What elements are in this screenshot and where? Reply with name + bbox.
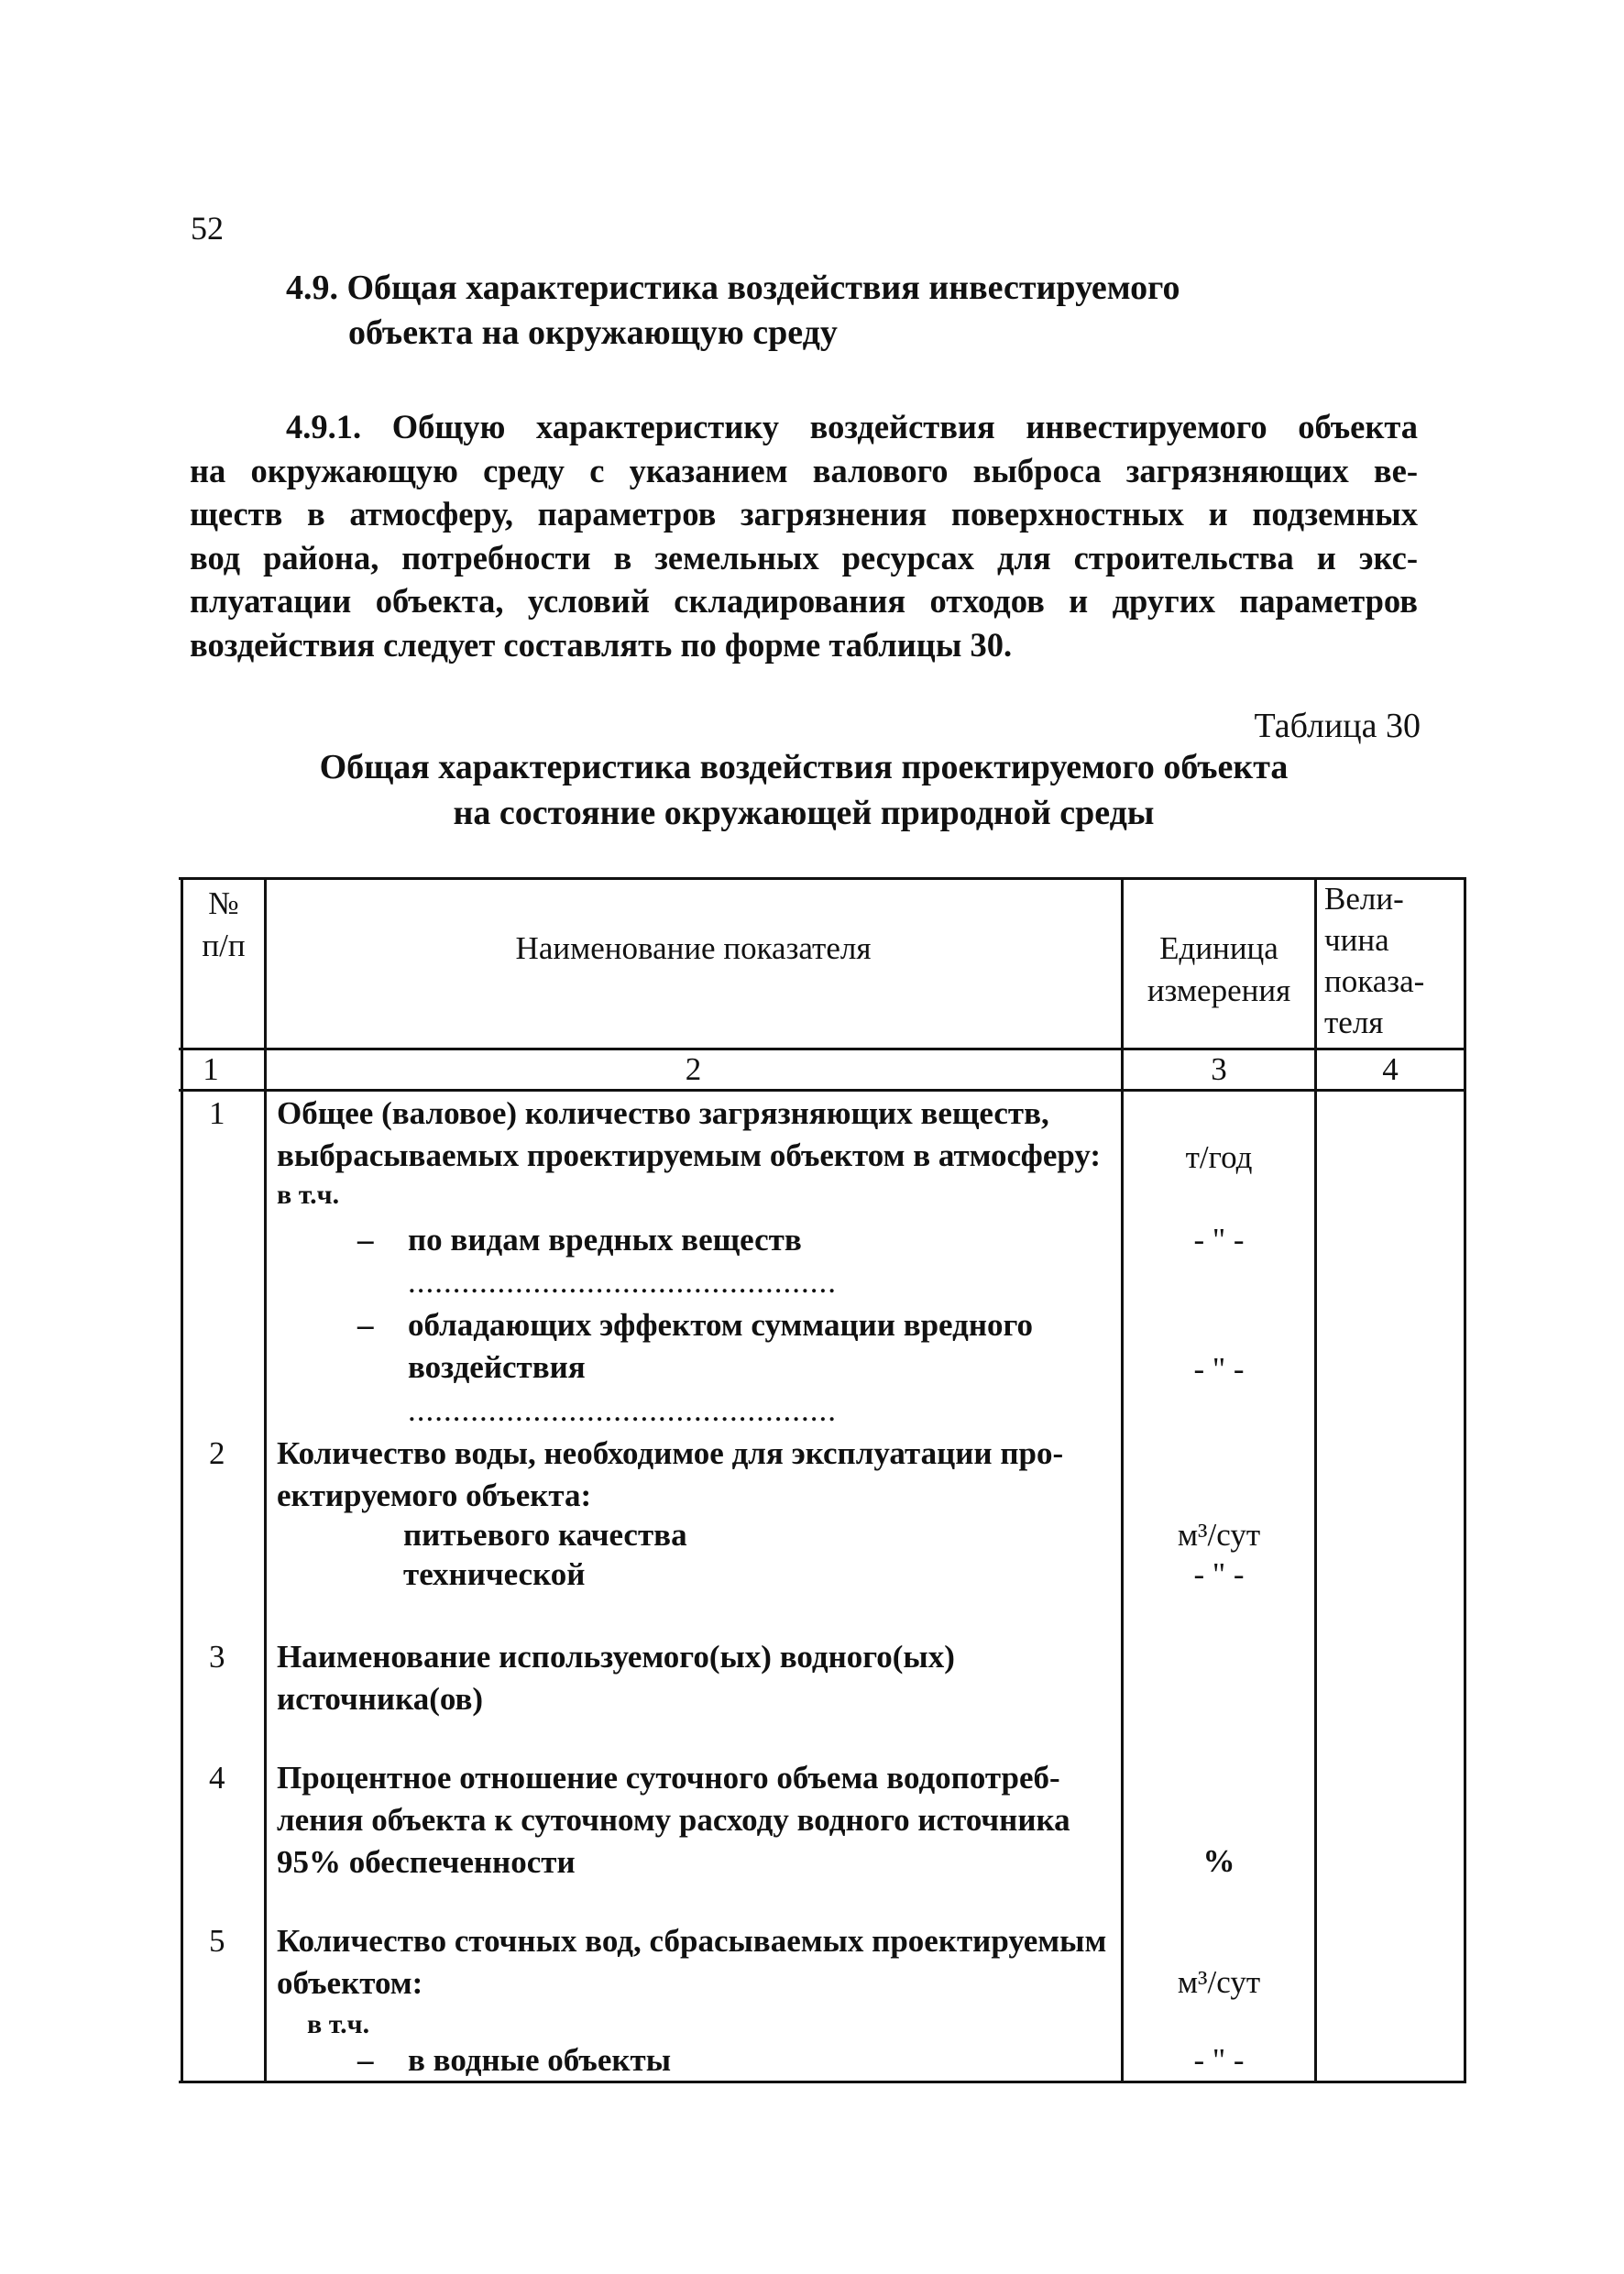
row-1-sub2-unit: - " - (1193, 1351, 1245, 1387)
column-number: 3 (1211, 1051, 1227, 1087)
paragraph-line: 4.9.1. Общую характеристику воздействия инвестируемого объекта (286, 408, 1418, 445)
row-1-line: в т.ч. (277, 1180, 340, 1210)
row-1-sub2-line: воздействия (408, 1349, 586, 1385)
row-1-line: Общее (валовое) количество загрязняющих веществ, (277, 1095, 1049, 1131)
row-3-line: Наименование используемого(ых) водного(ых) (277, 1639, 955, 1675)
table-title (190, 744, 1418, 836)
row-2-item1-unit: м³/сут (1177, 1517, 1261, 1553)
header-value-line: чина (1324, 922, 1389, 958)
section-title-line1: 4.9. Общая характеристика воздействия инвестируемого (286, 269, 1180, 307)
row-2-text (277, 1433, 1115, 1517)
row-1-sub1-dash: – (357, 1222, 374, 1258)
row-1-sub1: по видам вредных веществ (408, 1222, 802, 1258)
table-title-line1: Общая характеристика воздействия проектируемого объекта (319, 748, 1289, 786)
header-number-line1: № (208, 885, 239, 921)
row-2-item1: питьевого качества (403, 1517, 687, 1553)
column-number: 1 (203, 1051, 219, 1087)
row-5-sub-unit: - " - (1193, 2042, 1245, 2078)
row-5-sub-dash: – (357, 2042, 374, 2078)
row-5-unit: м³/сут (1177, 1964, 1261, 2000)
row-1-dots: ................................................ (408, 1392, 837, 1428)
row-5-sub: в водные объекты (408, 2042, 672, 2078)
row-4-line: ления объекта к суточному расходу водного источника (277, 1802, 1070, 1838)
row-1-dots: ................................................ (408, 1264, 837, 1300)
paragraph-line: на окружающую среду с указанием валового выброса загрязняющих ве- (190, 451, 1418, 489)
row-5-line3: в т.ч. (307, 2009, 370, 2039)
header-unit-line1: Единица (1159, 930, 1278, 966)
header-value-line: показа- (1324, 963, 1425, 999)
paragraph-line: плуатации объекта, условий складирования отходов и других параметров (190, 582, 1418, 621)
row-1-sub2 (408, 1304, 1104, 1389)
section-title-line2: объекта на окружающую среду (348, 313, 838, 352)
row-4-text (277, 1757, 1115, 1884)
row-4-line: 95% обеспеченности (277, 1844, 576, 1880)
header-value (1324, 878, 1462, 1043)
row-2-line: Количество воды, необходимое для эксплуатации про- (277, 1435, 1064, 1471)
row-3-line: источника(ов) (277, 1681, 484, 1717)
header-indicator-name: Наименование показателя (515, 930, 872, 966)
row-4-unit: % (1202, 1843, 1235, 1879)
row-5-line: объектом: (277, 1965, 423, 2001)
paragraph-line: ществ в атмосферу, параметров загрязнения поверхностных и подземных (190, 495, 1418, 533)
header-unit-line2: измерения (1147, 972, 1291, 1008)
row-1-unit: т/год (1185, 1139, 1253, 1175)
table-title-line2: на состояние окружающей природной среды (453, 794, 1155, 832)
row-1-sub1-unit: - " - (1193, 1222, 1245, 1258)
column-number: 4 (1382, 1051, 1399, 1087)
page-number: 52 (191, 210, 224, 247)
header-number-line2: п/п (202, 928, 246, 963)
paragraph-line: воздействия следует составлять по форме таблицы 30. (190, 625, 1013, 664)
section-title (286, 266, 1180, 356)
header-number (183, 883, 264, 967)
header-unit (1124, 928, 1314, 1012)
row-1-sub2-dash: – (357, 1307, 374, 1343)
row-4-line: Процентное отношение суточного объема водопотреб- (277, 1760, 1060, 1796)
row-5-line: Количество сточных вод, сбрасываемых проектируемым (277, 1923, 1107, 1959)
row-1-number: 1 (209, 1095, 225, 1131)
row-1-text (277, 1093, 1115, 1214)
row-2-item2: технической (403, 1556, 586, 1592)
table-rule (179, 877, 1466, 880)
row-5-text (277, 1920, 1115, 2005)
row-3-text (277, 1636, 1115, 1720)
header-value-line: Вели- (1324, 881, 1404, 917)
row-2-item2-unit: - " - (1193, 1556, 1245, 1592)
header-value-line: теля (1324, 1005, 1384, 1040)
row-3-number: 3 (209, 1639, 225, 1675)
row-4-number: 4 (209, 1760, 225, 1796)
row-2-number: 2 (209, 1435, 225, 1471)
body-paragraph (190, 405, 1418, 667)
row-5-number: 5 (209, 1923, 225, 1959)
paragraph-line: вод района, потребности в земельных ресурсах для строительства и экс- (190, 538, 1418, 577)
row-1-sub2-line: обладающих эффектом суммации вредного (408, 1307, 1034, 1343)
table-label: Таблица 30 (1254, 707, 1421, 745)
table-rule (1464, 877, 1466, 2083)
row-2-line: ектируемого объекта: (277, 1478, 592, 1513)
column-number: 2 (685, 1051, 702, 1087)
row-1-line: выбрасываемых проектируемым объектом в атмосферу: (277, 1137, 1102, 1173)
